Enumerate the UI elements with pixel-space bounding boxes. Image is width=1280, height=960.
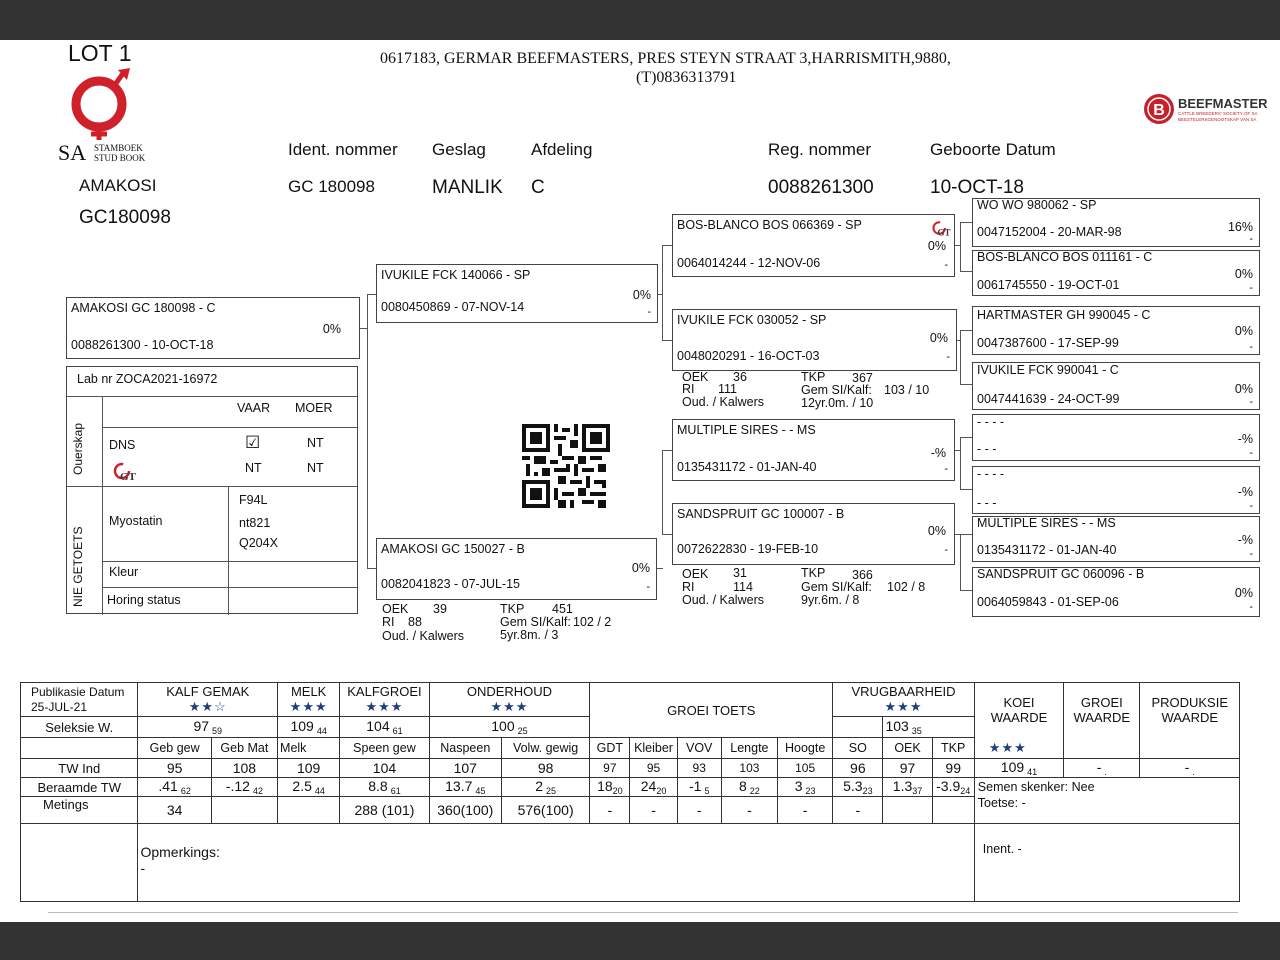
semen-toetse-cell <box>974 778 1239 824</box>
tw-groei: - $_.$ <box>1064 759 1140 778</box>
seleksie-kalfgroei: 104 $_{61}$ <box>340 717 429 738</box>
btw-value: $5.3_{23}$ <box>833 778 883 797</box>
dam-box <box>376 538 657 600</box>
seleksie-label: Seleksie W. <box>21 717 138 738</box>
beefmaster-logo-sub2: BEESTELERSGENOOTSKAP VAN SA <box>1178 117 1257 122</box>
dam-pct: 0% <box>631 561 650 575</box>
ggs-box-8: SANDSPRUIT GC 060096 - B 0% 0064059843 - 01-SEP-06 - <box>972 567 1260 617</box>
produksie-waarde-header: PRODUKSIE WAARDE <box>1140 683 1240 759</box>
kalf-gemak-stars-icon: ★★☆ <box>188 699 227 714</box>
koei-waarde-header: KOEI WAARDE ★★★ <box>974 683 1063 759</box>
connector <box>662 534 672 535</box>
metings-value: - <box>833 797 883 824</box>
btw-value: .41 $_{62}$ <box>138 778 211 797</box>
metings-value <box>932 797 974 824</box>
divider <box>67 486 357 487</box>
subject-pct: 0% <box>322 322 341 336</box>
dam-name: AMAKOSI GC 150027 - B <box>381 542 525 556</box>
btw-value: -.12 $_{42}$ <box>211 778 277 797</box>
sa-studbook-logo <box>66 68 136 142</box>
onderhoud-header: ONDERHOUD ★★★ <box>429 683 590 717</box>
subject-pedigree-box <box>66 297 360 359</box>
inent-cell <box>974 824 1239 902</box>
sire-reg: 0080450869 - 07-NOV-14 <box>381 300 525 314</box>
connector <box>657 568 663 569</box>
vrugbaarheid-stars-icon: ★★★ <box>884 699 923 714</box>
connector <box>662 245 663 340</box>
animal-geslag: MANLIK <box>432 177 503 198</box>
col-header: Lengte <box>721 738 777 759</box>
sa-logo-line1: STAMBOEK <box>94 143 143 153</box>
qr-code <box>522 424 610 508</box>
animal-name: AMAKOSI <box>79 176 157 195</box>
kalf-gemak-header: KALF GEMAK ★★☆ <box>138 683 278 717</box>
connector <box>960 437 972 438</box>
dam-stats: OEK 39 TKP 451 RI 88 Gem SI/Kalf: 102 / 2 Oud. / Kalwers 5yr.8m. / 3 <box>382 602 612 643</box>
top-bar <box>0 0 1280 40</box>
ggs-box-5: - - - - -% - - - - <box>972 414 1260 461</box>
col-header: Geb Mat <box>211 738 277 759</box>
tw-value: 97 <box>590 759 630 778</box>
horing-label: Horing status <box>107 593 181 607</box>
sire-pct: 0% <box>632 288 651 302</box>
gs-stats-1: OEK 36 TKP 367 RI 111 Gem SI/Kalf: 103 / 10 Oud. / Kalwers 12yr.0m. / 10 <box>682 370 930 410</box>
geboorte-header: Geboorte Datum <box>930 140 1056 159</box>
tw-label: TW Ind <box>21 759 138 778</box>
tw-value: 98 <box>501 759 589 778</box>
connector <box>960 384 972 385</box>
groei-waarde-header: GROEI WAARDE <box>1064 683 1140 759</box>
sa-logo-line2: STUD BOOK <box>94 153 146 163</box>
gs-box-4: SANDSPRUIT GC 100007 - B 0% 0072622830 - 19-FEB-10 - <box>672 503 955 565</box>
connector <box>960 222 972 223</box>
gt-icon <box>113 460 136 483</box>
vaar-header: VAAR <box>237 401 271 415</box>
tw-row <box>21 759 1240 778</box>
ouerskap-label: Ouerskap <box>71 422 85 475</box>
connector <box>960 222 961 271</box>
tw-value: 95 <box>138 759 211 778</box>
myostatin-value-3: Q204X <box>239 536 278 550</box>
beefmaster-logo-sub: CATTLE BREEDERS' SOCIETY OF SA <box>1178 111 1258 116</box>
connector <box>367 294 368 568</box>
publikasie-label: Publikasie Datum <box>31 685 125 699</box>
semen-skenker: Semen skenker: Nee <box>977 780 1095 794</box>
beefmaster-logo-icon <box>1143 93 1175 125</box>
col-header: Hoogte <box>778 738 833 759</box>
btw-row <box>21 778 1240 797</box>
myostatin-value-2: nt821 <box>239 516 271 530</box>
publikasie-cell <box>21 683 138 717</box>
geslag-header: Geslag <box>432 140 486 159</box>
metings-value: - <box>721 797 777 824</box>
animal-afdeling: C <box>531 177 545 198</box>
col-header: GDT <box>590 738 630 759</box>
connector <box>960 534 961 590</box>
inent: Inent. - <box>982 842 1022 856</box>
afdeling-header: Afdeling <box>531 140 593 159</box>
sire-name: IVUKILE FCK 140066 - SP <box>381 268 531 282</box>
tw-value: 95 <box>630 759 677 778</box>
btw-value: 2 $_{25}$ <box>501 778 589 797</box>
seleksie-onderhoud: 100 $_{25}$ <box>429 717 590 738</box>
myostatin-label: Myostatin <box>109 514 163 528</box>
col-header: Kleiber <box>630 738 677 759</box>
gs-box-2: IVUKILE FCK 030052 - SP 0% 0048020291 - 16-OCT-03 - <box>672 309 957 371</box>
metings-value: - <box>778 797 833 824</box>
opmerkings-value: - <box>140 860 146 876</box>
col-header: Melk <box>278 738 340 759</box>
divider <box>67 396 357 397</box>
kalfgroei-header: KALFGROEI ★★★ <box>340 683 429 717</box>
empty-cell <box>21 738 138 759</box>
tw-value: 93 <box>677 759 721 778</box>
metings-value <box>278 797 340 824</box>
dam-dash: - <box>646 581 650 593</box>
koei-stars-icon: ★★★ <box>988 740 1027 755</box>
btw-value: 8.8 $_{61}$ <box>340 778 429 797</box>
opmerkings-cell <box>138 824 974 902</box>
tw-value: 104 <box>340 759 429 778</box>
btw-value: 2.5 $_{44}$ <box>278 778 340 797</box>
metings-value: - <box>590 797 630 824</box>
tw-koei: 109 $_{41}$ <box>974 759 1063 778</box>
connector <box>662 340 672 341</box>
connector <box>960 330 961 384</box>
connector <box>367 568 376 569</box>
connector <box>662 450 672 451</box>
melk-header: MELK ★★★ <box>278 683 340 717</box>
dns-label: DNS <box>109 438 136 452</box>
connector <box>960 489 972 490</box>
myostatin-value-1: F94L <box>239 493 268 507</box>
divider <box>102 587 357 588</box>
sire-box <box>376 264 658 323</box>
sire-dash: - <box>647 306 651 318</box>
vrugbaarheid-header: VRUGBAARHEID ★★★ <box>833 683 975 717</box>
footer-rule <box>48 912 1238 913</box>
beefmaster-logo-text: BEEFMASTER <box>1178 96 1268 111</box>
btw-value: $18_{20}$ <box>590 778 630 797</box>
connector <box>662 245 672 246</box>
connector <box>960 437 961 489</box>
divider <box>228 486 229 615</box>
gs-box-3: MULTIPLE SIRES - - MS -% 0135431172 - 01-JAN-40 - <box>672 419 955 481</box>
dns-vaar-checkbox-icon: ☑ <box>245 433 261 452</box>
ggs-box-6: - - - - -% - - - - <box>972 466 1260 514</box>
tw-value: 109 <box>278 759 340 778</box>
divider <box>102 396 103 615</box>
groei-toets-header: GROEI TOETS <box>590 683 833 738</box>
gt-icon <box>931 219 949 237</box>
connector <box>960 271 972 272</box>
empty-cell <box>833 717 883 738</box>
btw-value: -1 $_5$ <box>677 778 721 797</box>
moer-header: MOER <box>295 401 333 415</box>
owner-line-1: 0617183, GERMAR BEEFMASTERS, PRES STEYN STRAAT 3,HARRISMITH,9880, <box>380 50 951 67</box>
ggs-box-2: BOS-BLANCO BOS 011161 - C 0% 0061745550 - 19-OCT-01 - <box>972 250 1260 296</box>
col-header: TKP <box>932 738 974 759</box>
btw-value: 13.7 $_{45}$ <box>429 778 501 797</box>
connector <box>367 294 376 295</box>
gs-stats-2: OEK 31 TKP 366 RI 114 Gem SI/Kalf: 102 / 8 Oud. / Kalwers 9yr.6m. / 8 <box>682 566 926 607</box>
connector <box>662 450 663 534</box>
animal-reg: 0088261300 <box>768 177 874 198</box>
sa-logo-letters: SA <box>58 140 87 165</box>
col-header: Volw. gewig <box>501 738 589 759</box>
divider <box>102 561 357 562</box>
tw-value: 99 <box>932 759 974 778</box>
metings-value: 288 (101) <box>340 797 429 824</box>
ggs-box-4: IVUKILE FCK 990041 - C 0% 0047441639 - 24-OCT-99 - <box>972 362 1260 410</box>
ggs-box-1: WO WO 980062 - SP 16% 0047152004 - 20-MAR-98 - <box>972 198 1260 247</box>
gs-box-1: BOS-BLANCO BOS 066369 - SP GT 0% 0064014244 - 12-NOV-06 - <box>672 214 955 277</box>
subject-reg: 0088261300 - 10-OCT-18 <box>71 338 214 352</box>
metings-value: 576(100) <box>501 797 589 824</box>
seleksie-kalf-gemak: 97 $_{59}$ <box>138 717 278 738</box>
lab-number: Lab nr ZOCA2021-16972 <box>77 372 218 386</box>
animal-ident: GC 180098 <box>288 177 375 196</box>
btw-value: 3 $_{23}$ <box>778 778 833 797</box>
btw-label: Beraamde TW <box>21 778 138 797</box>
svg-text:GT: GT <box>120 471 136 483</box>
col-header: VOV <box>677 738 721 759</box>
btw-value: $1.3_{37}$ <box>883 778 932 797</box>
col-header: SO <box>833 738 883 759</box>
col-header: Naspeen <box>429 738 501 759</box>
ident-header: Ident. nommer <box>288 140 398 159</box>
tw-produksie: - $_.$ <box>1140 759 1240 778</box>
col-header: OEK <box>883 738 932 759</box>
onderhoud-stars-icon: ★★★ <box>490 699 529 714</box>
melk-stars-icon: ★★★ <box>289 699 328 714</box>
empty-cell <box>21 824 138 902</box>
lot-number: LOT 1 <box>68 40 132 66</box>
connector <box>960 330 972 331</box>
seleksie-vrugbaarheid: 103 $_{35}$ <box>883 717 974 738</box>
subject-name: AMAKOSI GC 180098 - C <box>71 301 216 315</box>
btw-value: $24_{20}$ <box>630 778 677 797</box>
toetse: Toetse: - <box>977 796 1026 810</box>
btw-value: 8 $_{22}$ <box>721 778 777 797</box>
metings-value <box>883 797 932 824</box>
metings-label: Metings <box>21 797 138 824</box>
gt-moer-value: NT <box>307 461 324 475</box>
animal-code: GC180098 <box>79 207 171 228</box>
bottom-bar <box>0 922 1280 960</box>
ggs-box-3: HARTMASTER GH 990045 - C 0% 0047387600 - 17-SEP-99 - <box>972 306 1260 355</box>
svg-text:GT: GT <box>937 227 951 238</box>
kleur-label: Kleur <box>109 565 139 579</box>
metings-value: 360(100) <box>429 797 501 824</box>
metings-value: - <box>677 797 721 824</box>
owner-line-2: (T)0836313791 <box>636 69 737 86</box>
svg-text:B: B <box>1153 102 1165 119</box>
tw-value: 105 <box>778 759 833 778</box>
col-header: Geb gew <box>138 738 211 759</box>
animal-geboorte: 10-OCT-18 <box>930 177 1024 198</box>
btw-value: $-3.9_{24}$ <box>932 778 974 797</box>
ggs-box-7: MULTIPLE SIRES - - MS -% 0135431172 - 01-JAN-40 - <box>972 516 1260 562</box>
opmerkings-label: Opmerkings: <box>140 844 220 860</box>
tw-value: 108 <box>211 759 277 778</box>
nie-getoets-label: NIE GETOETS <box>71 526 85 607</box>
tw-value: 96 <box>833 759 883 778</box>
publikasie-date: 25-JUL-21 <box>31 700 88 714</box>
connector <box>960 590 972 591</box>
divider <box>102 427 357 428</box>
metings-value <box>211 797 277 824</box>
gt-vaar-value: NT <box>245 461 262 475</box>
seleksie-melk: 109 $_{44}$ <box>278 717 340 738</box>
performance-table <box>20 682 1240 902</box>
reg-header: Reg. nommer <box>768 140 871 159</box>
dam-reg: 0082041823 - 07-JUL-15 <box>381 577 520 591</box>
kalfgroei-stars-icon: ★★★ <box>365 699 404 714</box>
metings-value: - <box>630 797 677 824</box>
connector <box>960 534 972 535</box>
dns-moer-value: NT <box>307 436 324 450</box>
tw-value: 107 <box>429 759 501 778</box>
metings-value: 34 <box>138 797 211 824</box>
tw-value: 97 <box>883 759 932 778</box>
tw-value: 103 <box>721 759 777 778</box>
col-header: Speen gew <box>340 738 429 759</box>
lab-box <box>66 366 358 614</box>
